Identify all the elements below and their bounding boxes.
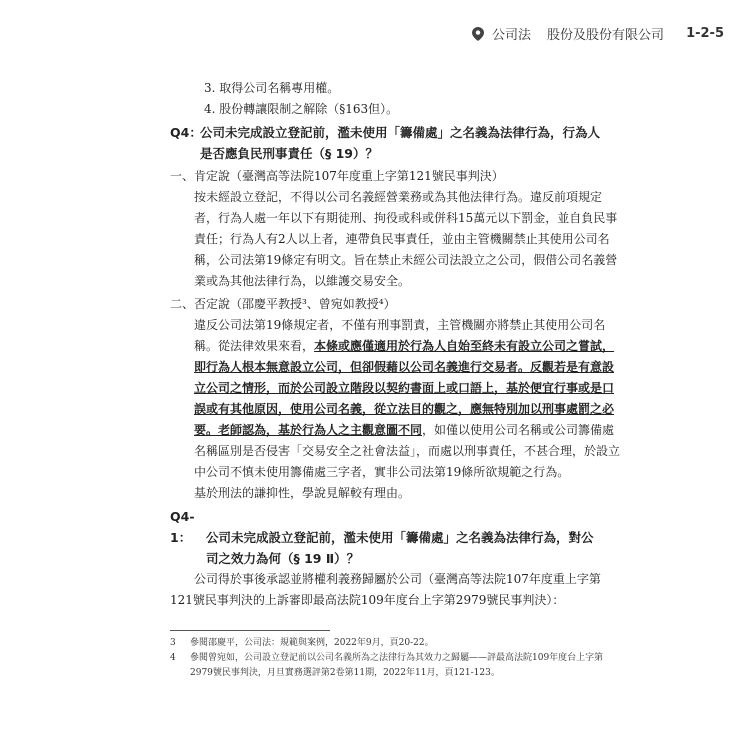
question-q4-1	[170, 506, 620, 569]
header-chapter: 股份及股份有限公司	[547, 28, 665, 43]
question-text-line2: 司之效力為何（§ 19 Ⅱ）？	[206, 551, 360, 566]
question-label: Q4：	[170, 125, 202, 140]
question-label: Q4-1：	[170, 509, 195, 545]
section-affirmative	[170, 166, 620, 292]
answer-paragraph: 公司得於事後承認並將權利義務歸屬於公司（臺灣高等法院107年度重上字第121號民事判決的上訴審即最高法院109年度台上字第2979號民事判決）：	[170, 572, 601, 607]
section-heading: 一、肯定說（臺灣高等法院107年度重上字第121號民事判決）	[170, 169, 504, 183]
footnote	[170, 651, 610, 681]
section-heading: 二、否定說（邵慶平教授³、曾宛如教授⁴）	[170, 297, 396, 311]
footnote-text: 參閱曾宛如，公司設立登記前以公司名義所為之法律行為其效力之歸屬——評最高法院109年度台上字第2979號民事判決，月旦實務選評第2卷第11期，2022年11月，頁121-123。	[190, 653, 604, 678]
emphasized-text: 本條或應僅適用於行為人自始至終未有設立公司之嘗試，即行為人根本無意設立公司，但卻假藉以公司名義進行交易者。反觀若是有意設立公司之情形，而於公司設立階段以契約書面上或口語上，基於便宜行事或是口誤或有其他原因，使用公司名義，從立法目的觀之，應無特別加以刑事處罰之必要。老師認為，基於行為人之主觀意圖不同	[194, 339, 615, 437]
section-negative	[170, 294, 620, 504]
main-content	[170, 78, 620, 611]
page-number: 1-2-5	[686, 26, 724, 41]
section-body: 按未經設立登記，不得以公司名義經營業務或為其他法律行為。違反前項規定者，行為人處一年以下有期徒刑、拘役或科或併科15萬元以下罰金，並自負民事責任；行為人有2人以上者，連帶負民事責任，並由主管機關禁止其使用公司名稱，公司法第19條定有明文。旨在禁止未經公司法設立之公司，假借公司名義營業或為其他法律行為，以維護交易安全。	[194, 190, 618, 288]
footnote-number: 3	[170, 638, 176, 648]
body-text: ，如僅以使用公司名稱或公司籌備處名稱區別是否侵害「交易安全之社會法益」，而處以刑事責任，不甚合理，於設立中公司不慎未使用籌備處三字者，實非公司法第19條所欲規範之行為。	[194, 423, 621, 479]
footnotes	[170, 636, 610, 681]
footnote-number: 4	[170, 653, 176, 663]
list-item: 3. 取得公司名稱專用權。	[204, 81, 340, 95]
footnote-text: 參閱邵慶平，公司法：規範與案例，2022年9月，頁20-22。	[190, 638, 434, 648]
question-q4	[170, 122, 620, 164]
running-header	[472, 24, 724, 43]
question-text-line1: 公司未完成設立登記前，濫未使用「籌備處」之名義為法律行為，對公	[206, 530, 594, 545]
footnote-divider	[170, 630, 330, 631]
header-book: 公司法	[492, 28, 532, 43]
location-pin-icon	[472, 27, 484, 41]
question-text-line2: 是否應負民刑事責任（§ 19）？	[200, 146, 378, 161]
body-text: 違反公司法第19條規定者，不僅有刑事罰責，主管機關亦將禁止其使用公司名稱。從法律效果來看，	[194, 318, 606, 353]
question-text-line1: 公司未完成設立登記前，濫未使用「籌備處」之名義為法律行為，行為人	[200, 125, 601, 140]
list-item: 4. 股份轉讓限制之解除（§163但）。	[204, 102, 399, 116]
footnote	[170, 636, 610, 651]
section-body	[194, 315, 620, 483]
section-conclusion: 基於刑法的謙抑性，學說見解較有理由。	[194, 486, 411, 500]
